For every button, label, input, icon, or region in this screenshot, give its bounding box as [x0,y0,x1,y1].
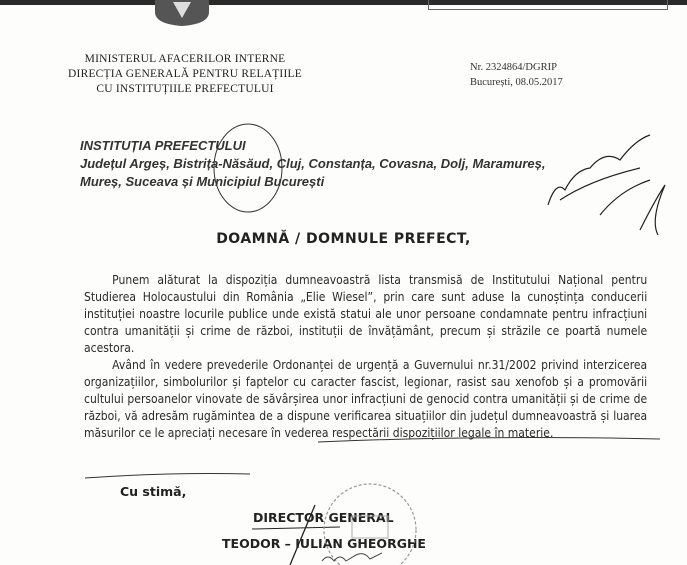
paragraph: Având în vedere prevederile Ordonanței de urgență a Guvernului nr.31/2002 privind interzicerea organizațiilor, simbolurilor și faptelor cu caracter fascist, legionar, rasist sau xenofob și a promovării cultului persoanelor vinovate de săvârșirea unor infracțiuni de genocid contra umanității și de crime de război, vă adresăm rugămintea de a dispune verificarea situațiilor din județul dumneavoastră și luarea măsurilor ce le apreciați necesare în vederea respectării dispozițiilor legale în materie. [84,358,648,440]
circle-mark [214,124,282,212]
recipient-counties: Județul Argeș, Bistrița-Năsăud, Cluj, Constanța, Covasna, Dolj, Maramureș, [80,156,546,171]
underline-mark [85,474,250,479]
reference-number: Nr. 2324864/DGRIP [470,62,557,73]
recipient-institution: INSTITUȚIA PREFECTULUI [80,138,246,153]
underline-mark [318,438,660,442]
place-date: București, 08.05.2017 [470,77,563,88]
paragraph: Punem alăturat la dispoziția dumneavoastră lista transmisă de Institutului Național pentru Studierea Holocaustului din România „Elie Wiesel”, prin care sunt aduse la cunoștința conducerii instituției noastre locurile publice unde există statui ale unor persoane condamnate pentru infracțiuni contra umanității și crime de război, instituții de învățământ, precum și străzile ce poartă numele acestora. [84,273,648,355]
official-stamp [324,484,416,565]
closing: Cu stimă, [120,484,187,499]
ministry-line: CU INSTITUȚIILE PREFECTULUI [96,83,274,95]
signature-stroke [252,527,340,529]
ministry-line: DIRECȚIA GENERALĂ PENTRU RELAȚIILE [68,68,302,80]
handwritten-date [322,553,382,561]
greeting: DOAMNĂ / DOMNULE PREFECT, [216,231,471,247]
signature-stroke [290,505,315,565]
signatory-title: DIRECTOR GENERAL [253,510,394,525]
signatory-name: TEODOR – IULIAN GHEORGHE [222,536,426,551]
ministry-line: MINISTERUL AFACERILOR INTERNE [84,53,286,65]
handwritten-annotation [548,135,665,235]
recipient-counties: Mureș, Suceava și Municipiul București [80,174,325,189]
stamp-inner [352,516,388,538]
